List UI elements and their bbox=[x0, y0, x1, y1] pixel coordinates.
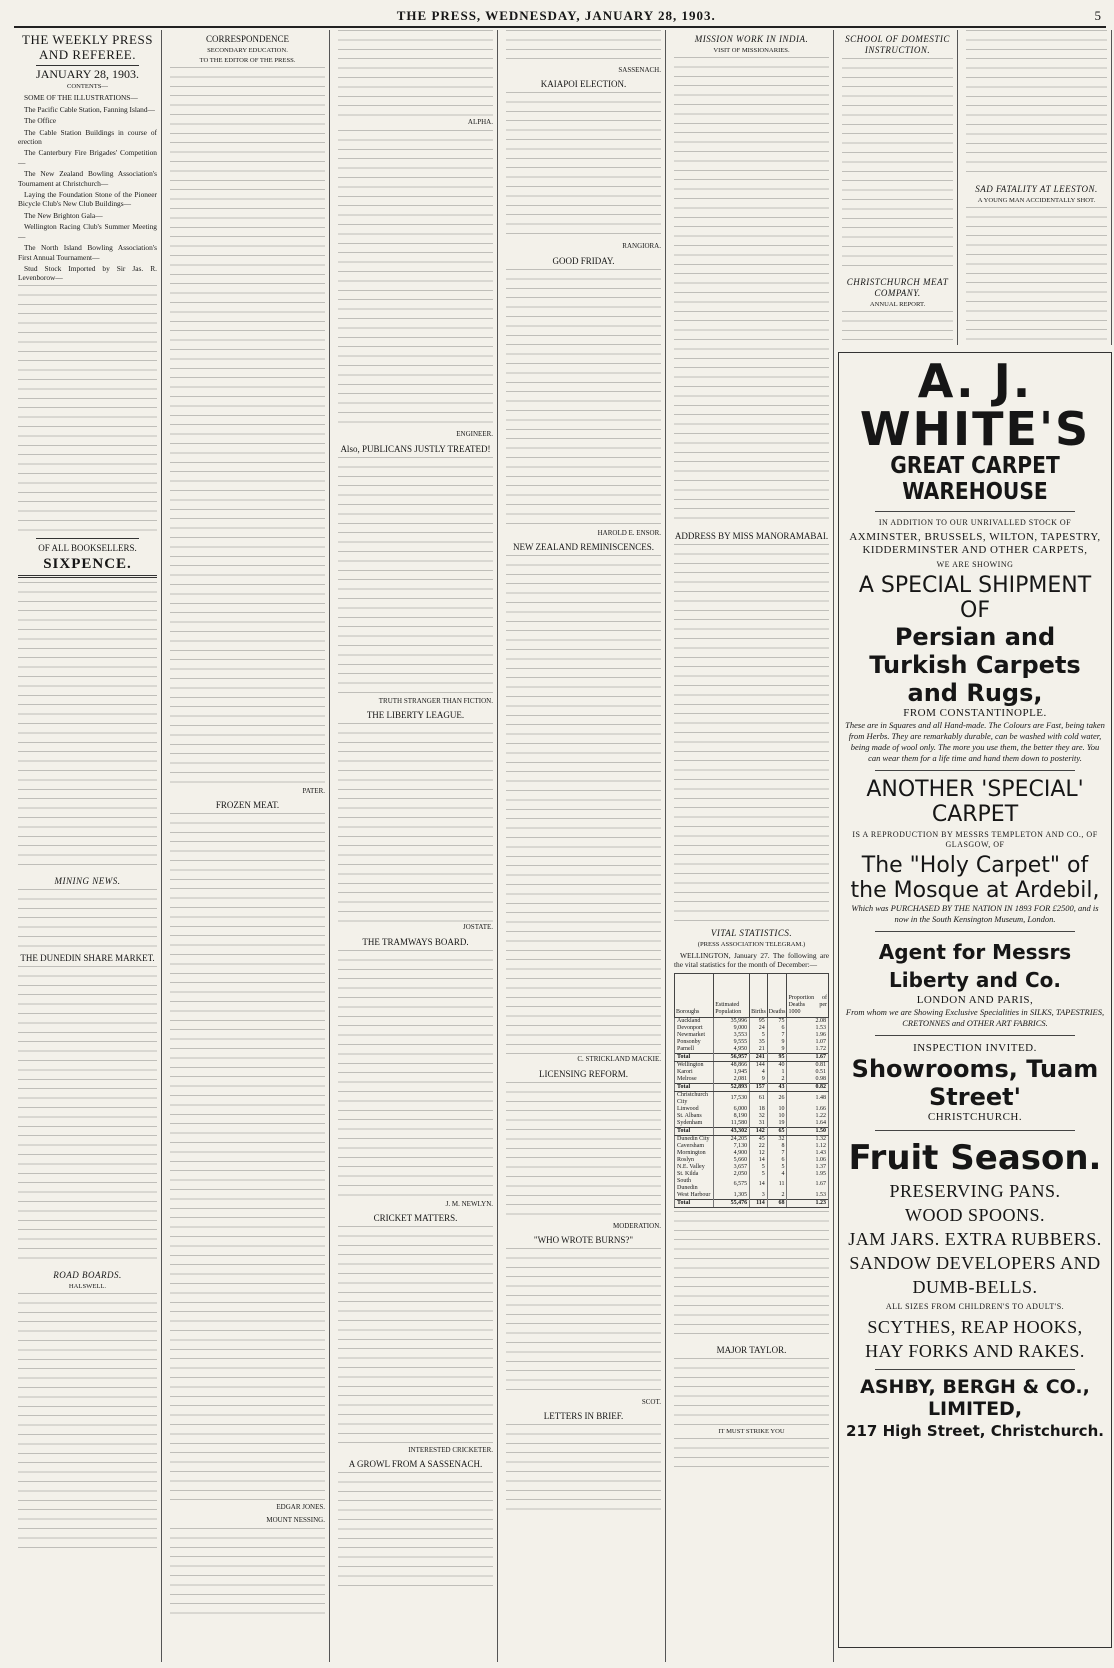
divider bbox=[875, 770, 1075, 771]
signature: SCOT. bbox=[641, 1398, 661, 1407]
table-cell: 7,130 bbox=[714, 1143, 750, 1150]
table-cell: 1.50 bbox=[787, 1127, 829, 1135]
divider bbox=[36, 538, 139, 539]
advert-special: A SPECIAL SHIPMENT OF bbox=[858, 573, 1092, 623]
signature: C. STRICKLAND MACKIE. bbox=[577, 1055, 661, 1064]
column-3 bbox=[334, 30, 498, 1662]
text-block bbox=[506, 269, 661, 529]
cricket-heading: CRICKET MATTERS. bbox=[373, 1213, 458, 1224]
columns bbox=[14, 30, 1106, 1662]
advert-stock: AXMINSTER, BRUSSELS, WILTON, TAPESTRY, KIDDERMINSTER AND OTHER CARPETS, bbox=[849, 531, 1101, 556]
table-row bbox=[675, 1120, 829, 1128]
table-cell: 142 bbox=[750, 1127, 768, 1135]
column-header: Estimated Population bbox=[714, 973, 750, 1017]
column-header: Births bbox=[750, 973, 768, 1017]
signature: MODERATION. bbox=[612, 1221, 661, 1230]
signature: ALPHA. bbox=[467, 118, 493, 126]
vital-subheading: (PRESS ASSOCIATION TELEGRAM.) bbox=[697, 941, 806, 948]
carpet-advertisement bbox=[838, 352, 1112, 1648]
table-cell: 17,530 bbox=[714, 1091, 750, 1106]
table-cell: 2 bbox=[767, 1076, 787, 1084]
correspondence-heading: CORRESPONDENCE bbox=[205, 34, 289, 44]
table-cell: 1.22 bbox=[787, 1113, 829, 1120]
signature: INTERESTED CRICKETER. bbox=[408, 1446, 493, 1455]
table-cell: 241 bbox=[750, 1053, 768, 1061]
text-block bbox=[506, 1424, 661, 1514]
text-block bbox=[18, 582, 157, 872]
major-taylor-heading: MAJOR TAYLOR. bbox=[716, 1344, 787, 1355]
advert-another: ANOTHER 'SPECIAL' CARPET bbox=[866, 777, 1084, 827]
advert-agent: Agent for Messrs Liberty and Co. bbox=[878, 940, 1072, 992]
fatality-heading: SAD FATALITY AT LEESTON. bbox=[975, 184, 1098, 194]
advert-liberty-note: From whom we are Showing Exclusive Specialities in SILKS, TAPESTRIES, CRETONNES and OTHER ART FABRICS. bbox=[845, 1007, 1105, 1028]
halswell-heading: HALSWELL. bbox=[68, 1283, 107, 1291]
table-cell: 2,081 bbox=[714, 1076, 750, 1084]
contents-item: The Canterbury Fire Brigades' Competition— bbox=[18, 148, 157, 167]
column-1 bbox=[14, 30, 162, 1662]
text-block bbox=[506, 92, 661, 242]
table-cell: Mornington bbox=[675, 1150, 714, 1157]
text-block bbox=[506, 1082, 661, 1222]
column-2 bbox=[166, 30, 330, 1662]
table-cell: 4,950 bbox=[714, 1046, 750, 1054]
table-row bbox=[675, 1178, 829, 1192]
text-block bbox=[842, 311, 953, 345]
growl-heading: A GROWL FROM A SASSENACH. bbox=[348, 1459, 483, 1470]
table-cell: 32 bbox=[750, 1113, 768, 1120]
divider bbox=[36, 65, 139, 66]
table-cell: 6 bbox=[767, 1025, 787, 1032]
divider bbox=[875, 931, 1075, 932]
table-cell: 2 bbox=[767, 1192, 787, 1200]
table-cell: 9,555 bbox=[714, 1039, 750, 1046]
domestic-heading: SCHOOL OF DOMESTIC INSTRUCTION. bbox=[845, 34, 950, 55]
fatality-subheading: A YOUNG MAN ACCIDENTALLY SHOT. bbox=[977, 197, 1096, 204]
table-row bbox=[675, 1164, 829, 1171]
text-block bbox=[338, 1226, 493, 1446]
text-block bbox=[338, 1472, 493, 1592]
table-cell: 95 bbox=[767, 1053, 787, 1061]
table-cell: Karori bbox=[675, 1069, 714, 1076]
table-cell: 32 bbox=[767, 1135, 787, 1143]
advert-showrooms: Showrooms, Tuam Street' bbox=[851, 1055, 1099, 1111]
table-cell: Newmarket bbox=[675, 1032, 714, 1039]
table-cell: Dunedin City bbox=[675, 1135, 714, 1143]
signature: JOSTATE. bbox=[463, 923, 493, 932]
text-block bbox=[966, 207, 1107, 345]
text-block bbox=[674, 1211, 829, 1341]
advert-items-2 bbox=[845, 1315, 1105, 1363]
address-heading: ADDRESS BY MISS MANORAMABAI. bbox=[674, 531, 829, 541]
table-cell: South Dunedin bbox=[675, 1178, 714, 1192]
publicans-heading: Also, PUBLICANS JUSTLY TREATED! bbox=[340, 443, 491, 454]
signature: ENGINEER. bbox=[456, 430, 493, 439]
divider bbox=[875, 511, 1075, 512]
column-5 bbox=[670, 30, 834, 1662]
column-header: Deaths bbox=[767, 973, 787, 1017]
advert-showing: WE ARE SHOWING bbox=[936, 560, 1014, 569]
signature: RANGIORA. bbox=[622, 242, 661, 251]
advert-item: HAY FORKS AND RAKES. bbox=[865, 1341, 1085, 1361]
signature: HAROLD E. ENSOR. bbox=[597, 528, 661, 537]
text-block bbox=[338, 950, 493, 1200]
table-cell: 19 bbox=[767, 1120, 787, 1128]
table-cell: 9 bbox=[767, 1039, 787, 1046]
frozen-meat-heading: FROZEN MEAT. bbox=[215, 800, 280, 811]
table-cell: 6,000 bbox=[714, 1106, 750, 1113]
advert-purchased: Which was PURCHASED BY THE NATION IN 1893 FOR £2500, and is now in the South Kensington Museum, London. bbox=[851, 903, 1099, 924]
advert-item: SANDOW DEVELOPERS AND DUMB-BELLS. bbox=[849, 1253, 1101, 1297]
licensing-heading: LICENSING REFORM. bbox=[538, 1068, 628, 1079]
advert-note: These are in Squares and all Hand-made. The Colours are Fast, being taken from Herbs. They are remarkably durable, can be washed with cold water, being made of wool only. The more you use them, the better they are. You can wear them for a life time and hand them down to posterity. bbox=[845, 720, 1105, 763]
table-cell: 68 bbox=[767, 1199, 787, 1207]
table-cell: 10 bbox=[767, 1106, 787, 1113]
table-cell: 18 bbox=[750, 1106, 768, 1113]
column-header: Boroughs bbox=[675, 973, 714, 1017]
secondary-education-heading: SECONDARY EDUCATION. bbox=[207, 47, 288, 54]
table-cell: 1,305 bbox=[714, 1192, 750, 1200]
advert-item: PRESERVING PANS. bbox=[889, 1181, 1061, 1201]
text-block bbox=[170, 1528, 325, 1618]
table-cell: Ponsonby bbox=[675, 1039, 714, 1046]
good-friday-heading: GOOD FRIDAY. bbox=[552, 255, 615, 266]
weekly-press-heading: THE WEEKLY PRESS AND REFEREE. bbox=[22, 32, 153, 62]
table-cell: 9,000 bbox=[714, 1025, 750, 1032]
mission-subheading: VISIT OF MISSIONARIES. bbox=[713, 47, 790, 54]
table-cell: 5 bbox=[750, 1164, 768, 1171]
table-cell: 7 bbox=[767, 1150, 787, 1157]
contents-item: The Office bbox=[24, 116, 57, 126]
vital-statistics-heading: VITAL STATISTICS. bbox=[710, 928, 793, 938]
table-cell: 61 bbox=[750, 1091, 768, 1106]
table-cell: Linwood bbox=[675, 1106, 714, 1113]
advert-addition: IN ADDITION TO OUR UNRIVALLED STOCK OF bbox=[878, 518, 1072, 527]
text-block bbox=[674, 544, 829, 924]
table-cell: 3,553 bbox=[714, 1032, 750, 1039]
contents-item: The Cable Station Buildings in course of erection bbox=[18, 127, 157, 147]
text-block bbox=[338, 130, 493, 430]
table-cell: 1.23 bbox=[787, 1199, 829, 1207]
table-row bbox=[675, 1039, 829, 1046]
contents-label: CONTENTS— bbox=[66, 83, 109, 91]
text-block bbox=[506, 30, 661, 66]
text-block bbox=[170, 67, 325, 787]
contents-item: Laying the Foundation Stone of the Pioneer Bicycle Club's New Club Buildings— bbox=[18, 190, 157, 209]
table-cell: 4 bbox=[750, 1069, 768, 1076]
table-row bbox=[675, 1157, 829, 1164]
table-cell: 4 bbox=[767, 1171, 787, 1178]
masthead bbox=[14, 6, 1106, 28]
text-block bbox=[18, 966, 157, 1266]
table-cell: Roslyn bbox=[675, 1157, 714, 1164]
table-row bbox=[675, 1171, 829, 1178]
advert-origin: FROM CONSTANTINOPLE. bbox=[903, 707, 1047, 719]
table-cell: 24 bbox=[750, 1025, 768, 1032]
contents-item: SOME OF THE ILLUSTRATIONS— bbox=[24, 93, 138, 103]
advert-item: JAM JARS. EXTRA RUBBERS. bbox=[848, 1229, 1102, 1249]
table-cell: 43 bbox=[767, 1083, 787, 1091]
table-header-row bbox=[675, 973, 829, 1017]
table-cell: 22 bbox=[750, 1143, 768, 1150]
table-cell: Sydenham bbox=[675, 1120, 714, 1128]
reminiscences-heading: NEW ZEALAND REMINISCENCES. bbox=[512, 542, 655, 553]
table-cell: 1.12 bbox=[787, 1143, 829, 1150]
table-row bbox=[675, 1032, 829, 1039]
table-row bbox=[675, 1061, 829, 1069]
liberty-league-heading: THE LIBERTY LEAGUE. bbox=[366, 710, 465, 721]
contents-list bbox=[18, 93, 157, 282]
table-row bbox=[675, 1017, 829, 1025]
table-cell: 9 bbox=[767, 1046, 787, 1054]
advert-persian: Persian and Turkish Carpets and Rugs, bbox=[869, 623, 1081, 707]
advert-reproduction: IS A REPRODUCTION BY MESSRS TEMPLETON AND CO., OF GLASGOW, OF bbox=[852, 830, 1098, 849]
table-cell: 0.81 bbox=[787, 1061, 829, 1069]
text-block bbox=[506, 555, 661, 1055]
table-cell: Auckland bbox=[675, 1017, 714, 1025]
table-row bbox=[675, 1127, 829, 1135]
divider bbox=[875, 1369, 1075, 1370]
advert-city: CHRISTCHURCH. bbox=[927, 1111, 1023, 1123]
table-row bbox=[675, 1106, 829, 1113]
table-cell: 3,657 bbox=[714, 1164, 750, 1171]
advert-items bbox=[845, 1179, 1105, 1299]
table-cell: St. Albans bbox=[675, 1113, 714, 1120]
text-block bbox=[170, 813, 325, 1503]
table-cell: 24,205 bbox=[714, 1135, 750, 1143]
table-cell: Total bbox=[675, 1127, 714, 1135]
table-cell: West Harbour bbox=[675, 1192, 714, 1200]
table-row bbox=[675, 1113, 829, 1120]
table-cell: Caversham bbox=[675, 1143, 714, 1150]
table-row bbox=[675, 1192, 829, 1200]
table-cell: 8 bbox=[767, 1143, 787, 1150]
table-row bbox=[675, 1076, 829, 1084]
advert-firm: ASHBY, BERGH & CO., LIMITED, bbox=[860, 1376, 1090, 1420]
table-cell: 56,957 bbox=[714, 1053, 750, 1061]
advert-item: WOOD SPOONS. bbox=[904, 1205, 1045, 1225]
table-row bbox=[675, 1150, 829, 1157]
table-cell: Total bbox=[675, 1053, 714, 1061]
table-cell: 6,575 bbox=[714, 1178, 750, 1192]
editor-line: TO THE EDITOR OF THE PRESS. bbox=[199, 57, 296, 64]
table-cell: 1 bbox=[767, 1069, 787, 1076]
advert-holy-carpet: The "Holy Carpet" of the Mosque at Ardebil, bbox=[850, 853, 1100, 903]
table-cell: 26 bbox=[767, 1091, 787, 1106]
text-block bbox=[674, 1358, 829, 1428]
vital-statistics-table bbox=[674, 973, 829, 1208]
booksellers-heading: OF ALL BOOKSELLERS. bbox=[38, 542, 137, 553]
signature: TRUTH STRANGER THAN FICTION. bbox=[378, 696, 493, 705]
table-cell: 2.08 bbox=[787, 1017, 829, 1025]
table-cell: 1.07 bbox=[787, 1039, 829, 1046]
text-block bbox=[674, 57, 829, 527]
table-cell: 5,660 bbox=[714, 1157, 750, 1164]
masthead-title: THE PRESS, WEDNESDAY, JANUARY 28, 1903. bbox=[396, 8, 716, 23]
text-block bbox=[18, 1293, 157, 1553]
text-block bbox=[674, 1438, 829, 1468]
table-cell: 52,893 bbox=[714, 1083, 750, 1091]
signature: SASSENACH. bbox=[618, 66, 661, 74]
annual-report-heading: ANNUAL REPORT. bbox=[869, 301, 926, 308]
table-cell: 157 bbox=[750, 1083, 768, 1091]
table-cell: 5 bbox=[767, 1164, 787, 1171]
table-row bbox=[675, 1083, 829, 1091]
table-cell: 1,945 bbox=[714, 1069, 750, 1076]
column-7 bbox=[962, 30, 1112, 345]
table-cell: 21 bbox=[750, 1046, 768, 1054]
divider bbox=[875, 1130, 1075, 1131]
table-cell: 5 bbox=[750, 1171, 768, 1178]
dunedin-heading: THE DUNEDIN SHARE MARKET. bbox=[20, 953, 155, 964]
table-row bbox=[675, 1046, 829, 1054]
table-cell: 1.72 bbox=[787, 1046, 829, 1054]
advert-subtitle: GREAT CARPET WAREHOUSE bbox=[890, 453, 1060, 505]
table-cell: 7 bbox=[767, 1032, 787, 1039]
table-cell: St. Kilda bbox=[675, 1171, 714, 1178]
table-cell: 1.64 bbox=[787, 1120, 829, 1128]
table-cell: 65 bbox=[767, 1127, 787, 1135]
signature: PATER. bbox=[302, 787, 325, 795]
advert-address: 217 High Street, Christchurch. bbox=[846, 1422, 1104, 1440]
table-cell: 1.06 bbox=[787, 1157, 829, 1164]
text-block bbox=[18, 889, 157, 949]
table-cell: 144 bbox=[750, 1061, 768, 1069]
contents-item: The New Brighton Gala— bbox=[24, 210, 103, 220]
letters-heading: LETTERS IN BRIEF. bbox=[543, 1411, 624, 1422]
table-cell: 4,900 bbox=[714, 1150, 750, 1157]
burns-heading: "WHO WROTE BURNS?" bbox=[533, 1235, 634, 1246]
table-cell: 35 bbox=[750, 1039, 768, 1046]
table-cell: 8,190 bbox=[714, 1113, 750, 1120]
advert-fruit-season: Fruit Season. bbox=[848, 1138, 1102, 1178]
divider bbox=[18, 575, 157, 578]
issue-date: JANUARY 28, 1903. bbox=[36, 67, 139, 81]
column-4 bbox=[502, 30, 666, 1662]
advert-firm-name: A. J. WHITE'S bbox=[859, 354, 1091, 456]
text-block bbox=[338, 457, 493, 697]
contents-item: The New Zealand Bowling Association's Tournament at Christchurch— bbox=[18, 169, 157, 188]
table-body bbox=[675, 1017, 829, 1207]
table-cell: 14 bbox=[750, 1157, 768, 1164]
table-cell: 1.43 bbox=[787, 1150, 829, 1157]
text-block bbox=[338, 30, 493, 118]
table-cell: 1.37 bbox=[787, 1164, 829, 1171]
contents-item: Stud Stock Imported by Sir Jas. R. Levenborow— bbox=[18, 263, 157, 283]
table-row bbox=[675, 1069, 829, 1076]
table-cell: Total bbox=[675, 1199, 714, 1207]
table-cell: 0.82 bbox=[787, 1083, 829, 1091]
contents-item: Wellington Racing Club's Summer Meeting— bbox=[18, 222, 157, 241]
text-block bbox=[842, 58, 953, 273]
mining-heading: MINING NEWS. bbox=[54, 876, 121, 887]
table-cell: 1.53 bbox=[787, 1025, 829, 1032]
table-cell: Wellington bbox=[675, 1061, 714, 1069]
text-block bbox=[338, 723, 493, 923]
advert-item: SCYTHES, REAP HOOKS, bbox=[867, 1317, 1083, 1337]
advert-inspection: INSPECTION INVITED. bbox=[913, 1042, 1037, 1054]
table-row bbox=[675, 1053, 829, 1061]
table-cell: 45 bbox=[750, 1135, 768, 1143]
table-row bbox=[675, 1091, 829, 1106]
table-cell: 114 bbox=[750, 1199, 768, 1207]
table-cell: 35,996 bbox=[714, 1017, 750, 1025]
table-row bbox=[675, 1143, 829, 1150]
table-cell: 43,302 bbox=[714, 1127, 750, 1135]
table-cell: 3 bbox=[750, 1192, 768, 1200]
table-cell: 48,866 bbox=[714, 1061, 750, 1069]
text-block bbox=[18, 285, 157, 535]
table-cell: Total bbox=[675, 1083, 714, 1091]
table-cell: Parnell bbox=[675, 1046, 714, 1054]
table-cell: 1.66 bbox=[787, 1106, 829, 1113]
table-cell: 2,050 bbox=[714, 1171, 750, 1178]
table-cell: 55,476 bbox=[714, 1199, 750, 1207]
table-cell: 11,580 bbox=[714, 1120, 750, 1128]
table-cell: N.E. Valley bbox=[675, 1164, 714, 1171]
text-block bbox=[506, 1248, 661, 1398]
column-6 bbox=[838, 30, 958, 345]
strike-heading: IT MUST STRIKE YOU bbox=[718, 1427, 785, 1435]
vital-intro: WELLINGTON, January 27. The following are the vital statistics for the month of December:— bbox=[674, 951, 829, 970]
table-cell: 0.51 bbox=[787, 1069, 829, 1076]
table-cell: 5 bbox=[750, 1032, 768, 1039]
column-header: Proportion of Deaths per 1000 bbox=[787, 973, 829, 1017]
table-cell: 1.67 bbox=[787, 1178, 829, 1192]
table-row bbox=[675, 1135, 829, 1143]
table-cell: 75 bbox=[767, 1017, 787, 1025]
table-row bbox=[675, 1025, 829, 1032]
divider bbox=[875, 1035, 1075, 1036]
table-cell: Devonport bbox=[675, 1025, 714, 1032]
page-number: 5 bbox=[1094, 8, 1102, 23]
price: SIXPENCE. bbox=[43, 555, 132, 572]
table-cell: 0.98 bbox=[787, 1076, 829, 1084]
meat-company-heading: CHRISTCHURCH MEAT COMPANY. bbox=[846, 277, 949, 298]
advert-london: LONDON AND PARIS, bbox=[916, 994, 1034, 1006]
table-cell: 11 bbox=[767, 1178, 787, 1192]
table-cell: Christchurch City bbox=[675, 1091, 714, 1106]
table-cell: 10 bbox=[767, 1113, 787, 1120]
text-block bbox=[966, 30, 1107, 180]
table-cell: 1.32 bbox=[787, 1135, 829, 1143]
signature: MOUNT NESSING. bbox=[266, 1515, 325, 1524]
kaiapoi-heading: KAIAPOI ELECTION. bbox=[540, 79, 627, 90]
road-boards-heading: ROAD BOARDS. bbox=[53, 1270, 122, 1281]
table-cell: Melrose bbox=[675, 1076, 714, 1084]
table-cell: 14 bbox=[750, 1178, 768, 1192]
contents-item: The Pacific Cable Station, Fanning Island— bbox=[24, 104, 155, 114]
table-row bbox=[675, 1199, 829, 1207]
signature: J. M. NEWLYN. bbox=[445, 1199, 493, 1208]
table-cell: 40 bbox=[767, 1061, 787, 1069]
table-cell: 1.67 bbox=[787, 1053, 829, 1061]
table-cell: 1.95 bbox=[787, 1171, 829, 1178]
table-cell: 9 bbox=[750, 1076, 768, 1084]
advert-sizes: ALL SIZES FROM CHILDREN'S TO ADULT'S. bbox=[885, 1302, 1065, 1311]
table-cell: 12 bbox=[750, 1150, 768, 1157]
table-cell: 1.96 bbox=[787, 1032, 829, 1039]
tramways-heading: THE TRAMWAYS BOARD. bbox=[362, 936, 469, 947]
table-cell: 1.48 bbox=[787, 1091, 829, 1106]
signature: EDGAR JONES. bbox=[276, 1503, 325, 1512]
table-cell: 1.53 bbox=[787, 1192, 829, 1200]
table-cell: 31 bbox=[750, 1120, 768, 1128]
mission-heading: MISSION WORK IN INDIA. bbox=[694, 34, 809, 44]
table-cell: 95 bbox=[750, 1017, 768, 1025]
table-cell: 6 bbox=[767, 1157, 787, 1164]
contents-item: The North Island Bowling Association's First Annual Tournament— bbox=[18, 243, 157, 262]
